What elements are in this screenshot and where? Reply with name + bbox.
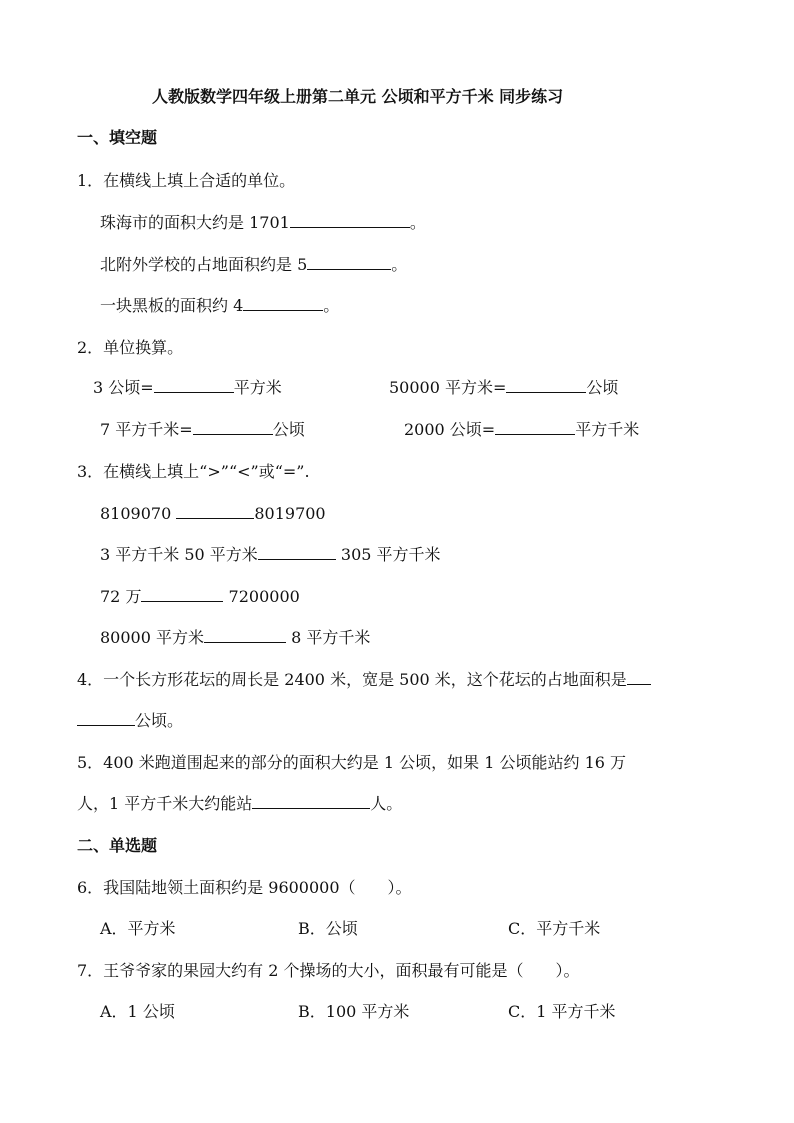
question-5-line-1: 5．400 米跑道围起来的部分的面积大约是 1 公顷，如果 1 公顷能站约 16 万 (77, 753, 627, 772)
question-7-option-a[interactable]: A．1 公顷 (100, 1002, 175, 1021)
question-3-item-a-left: 8109070 (100, 504, 177, 523)
question-2-item-d-text: 2000 公顷= (404, 420, 496, 439)
question-3-item-b-right: 305 平方千米 (335, 545, 441, 564)
question-3-item-d-right: 8 平方千米 (286, 628, 371, 647)
answer-blank[interactable] (506, 377, 586, 393)
question-2-stem: 2．单位换算。 (77, 338, 184, 357)
answer-blank[interactable] (307, 254, 391, 270)
question-2-item-b-text: 50000 平方米= (389, 378, 507, 397)
question-2-item-c-unit: 公顷 (272, 420, 305, 439)
question-4-line-2 (77, 710, 183, 732)
question-7-stem: 7．王爷爷家的果园大约有 2 个操场的大小，面积最有可能是（ ）。 (77, 961, 580, 980)
question-1-item-b (100, 254, 407, 276)
question-3-item-d-left: 80000 平方米 (100, 628, 204, 647)
question-1-item-a-end: 。 (409, 213, 426, 232)
answer-blank[interactable] (154, 377, 234, 393)
question-1-stem: 1．在横线上填上合适的单位。 (77, 171, 296, 190)
question-2-item-d-unit: 平方千米 (575, 420, 640, 439)
question-2-item-c (100, 419, 305, 441)
question-4-line-1 (77, 669, 651, 691)
question-6-option-c[interactable]: C．平方千米 (508, 919, 601, 938)
question-1-item-c (100, 295, 339, 317)
question-1-item-a-text: 珠海市的面积大约是 1701 (100, 213, 290, 232)
question-6-option-b[interactable]: B．公顷 (298, 919, 358, 938)
question-3-item-a-right: 8019700 (254, 504, 326, 523)
answer-blank[interactable] (252, 793, 370, 809)
question-1-item-a (100, 212, 426, 234)
question-1-item-b-end: 。 (391, 255, 408, 274)
answer-blank[interactable] (193, 419, 273, 435)
question-2-item-c-text: 7 平方千米= (100, 420, 193, 439)
answer-blank[interactable] (627, 669, 651, 685)
section-heading-fill: 一、填空题 (77, 128, 158, 147)
question-7-option-c[interactable]: C．1 平方千米 (508, 1002, 616, 1021)
question-3-item-b (100, 544, 441, 566)
question-6-option-a[interactable]: A．平方米 (100, 919, 176, 938)
question-3-item-c-left: 72 万 (100, 587, 142, 606)
question-1-item-c-text: 一块黑板的面积约 4 (100, 296, 244, 315)
question-7-option-b[interactable]: B．100 平方米 (298, 1002, 410, 1021)
question-3-item-c (100, 586, 300, 608)
question-2-item-b-unit: 公顷 (586, 378, 619, 397)
question-3-item-a (100, 503, 326, 525)
question-2-item-a-text: 3 公顷= (93, 378, 154, 397)
question-2-item-a-unit: 平方米 (233, 378, 282, 397)
question-3-item-b-left: 3 平方千米 50 平方米 (100, 545, 258, 564)
question-3-stem: 3．在横线上填上“>”“<”或“=”. (77, 462, 310, 481)
answer-blank[interactable] (290, 212, 410, 228)
question-2-item-b (389, 377, 618, 399)
question-6-stem: 6．我国陆地领土面积约是 9600000（ ）。 (77, 878, 412, 897)
question-4-unit: 公顷。 (135, 711, 184, 730)
question-2-item-a (93, 377, 282, 399)
question-4-text: 4．一个长方形花坛的周长是 2400 米，宽是 500 米，这个花坛的占地面积是 (77, 670, 627, 689)
page-title: 人教版数学四年级上册第二单元 公顷和平方千米 同步练习 (152, 87, 564, 106)
question-5-unit: 人。 (370, 794, 403, 813)
answer-blank[interactable] (176, 503, 254, 519)
question-1-item-c-end: 。 (323, 296, 340, 315)
question-3-item-d (100, 627, 370, 649)
answer-blank-continued[interactable] (77, 710, 135, 726)
answer-blank[interactable] (141, 586, 223, 602)
question-3-item-c-right: 7200000 (223, 587, 300, 606)
question-5-line-2 (77, 793, 402, 815)
answer-blank[interactable] (258, 544, 336, 560)
answer-blank[interactable] (204, 627, 286, 643)
section-heading-choice: 二、单选题 (77, 836, 158, 855)
answer-blank[interactable] (495, 419, 575, 435)
answer-blank[interactable] (243, 295, 323, 311)
question-1-item-b-text: 北附外学校的占地面积约是 5 (100, 255, 308, 274)
question-5-text: 人，1 平方千米大约能站 (77, 794, 253, 813)
question-2-item-d (404, 419, 639, 441)
